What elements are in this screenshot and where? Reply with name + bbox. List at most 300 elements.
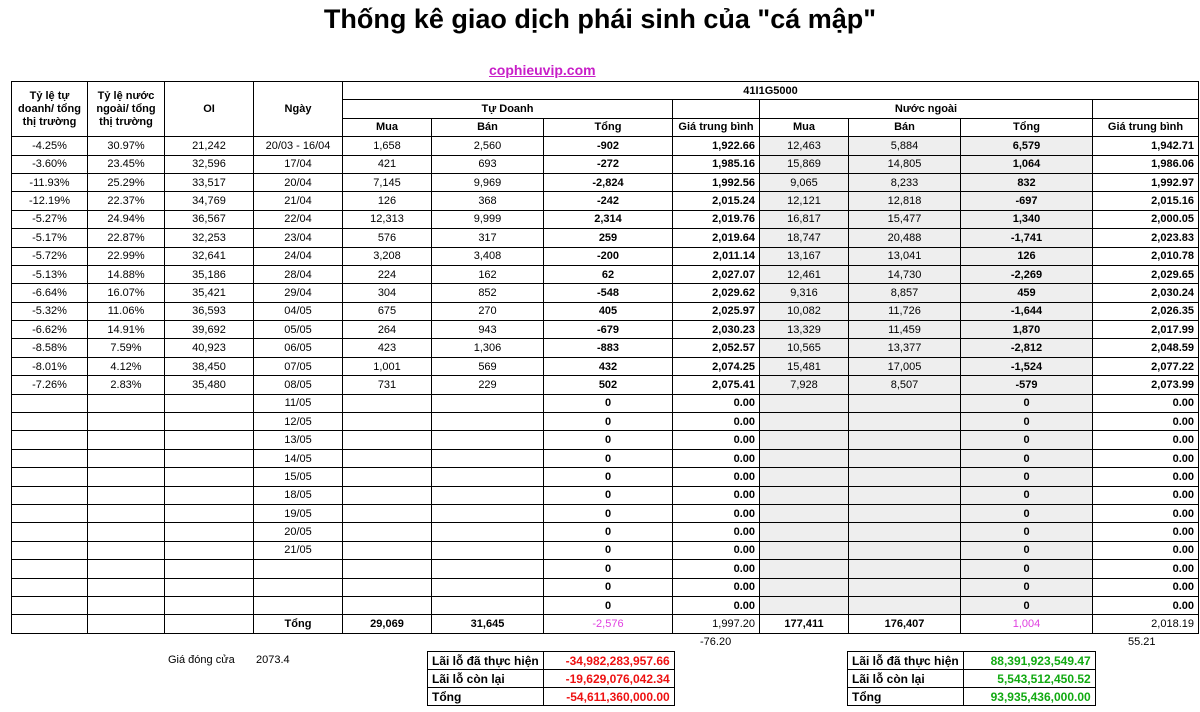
cell-td-mua — [343, 431, 432, 449]
cell-oi: 39,692 — [165, 321, 254, 339]
table-row — [12, 578, 1199, 596]
cell-oi: 32,253 — [165, 229, 254, 247]
cell-ty-le-tu-doanh: -5.27% — [12, 210, 88, 228]
cell-oi — [165, 560, 254, 578]
cell-td-mua — [343, 449, 432, 467]
cell-td-mua — [343, 504, 432, 522]
cell-nn-gia: 0.00 — [1093, 504, 1199, 522]
cell-td-gia: 1,922.66 — [673, 137, 760, 155]
cell-oi: 32,641 — [165, 247, 254, 265]
cell-ty-le-nuoc-ngoai: 22.87% — [88, 229, 165, 247]
cell-nn-gia: 2,073.99 — [1093, 376, 1199, 394]
cell-nn-tong: 459 — [961, 284, 1093, 302]
cell-td-gia: 2,030.23 — [673, 321, 760, 339]
cell-nn-ban — [849, 523, 961, 541]
cell-nn-mua: 13,167 — [760, 247, 849, 265]
cell-oi — [165, 468, 254, 486]
cell-oi — [165, 596, 254, 614]
total-nn-gia: 2,018.19 — [1093, 615, 1199, 633]
cell-ngay: 19/05 — [254, 504, 343, 522]
cell-ngay: 18/05 — [254, 486, 343, 504]
table-row — [12, 302, 1199, 320]
total-td-mua: 29,069 — [343, 615, 432, 633]
cell-ty-le-tu-doanh — [12, 596, 88, 614]
cell-nn-tong: 0 — [961, 449, 1093, 467]
header-td-mua: Mua — [343, 118, 432, 136]
pl-nn-realized-label: Lãi lỗ đã thực hiện — [848, 652, 964, 670]
cell-ty-le-tu-doanh — [12, 413, 88, 431]
table-row — [12, 541, 1199, 559]
cell-oi — [165, 578, 254, 596]
cell-td-ban: 9,969 — [432, 173, 544, 191]
cell-ty-le-tu-doanh — [12, 449, 88, 467]
cell-nn-mua — [760, 486, 849, 504]
cell-ngay: 05/05 — [254, 321, 343, 339]
cell-nn-ban: 15,477 — [849, 210, 961, 228]
cell-nn-tong: 126 — [961, 247, 1093, 265]
pl-td-realized-label: Lãi lỗ đã thực hiện — [428, 652, 544, 670]
cell-td-tong: 0 — [544, 449, 673, 467]
table-row — [12, 468, 1199, 486]
cell-oi — [165, 449, 254, 467]
cell-nn-tong: 0 — [961, 596, 1093, 614]
cell-nn-tong: 0 — [961, 523, 1093, 541]
cell-ty-le-nuoc-ngoai — [88, 468, 165, 486]
cell-ngay: 21/05 — [254, 541, 343, 559]
cell-nn-gia: 0.00 — [1093, 578, 1199, 596]
cell-nn-mua — [760, 578, 849, 596]
cell-nn-tong: 6,579 — [961, 137, 1093, 155]
cell-ty-le-nuoc-ngoai — [88, 504, 165, 522]
table-row — [12, 210, 1199, 228]
cell-nn-tong: 0 — [961, 560, 1093, 578]
cell-nn-tong: 0 — [961, 578, 1093, 596]
cell-td-mua: 1,001 — [343, 357, 432, 375]
cell-ty-le-nuoc-ngoai — [88, 541, 165, 559]
cell-ty-le-nuoc-ngoai — [88, 578, 165, 596]
cell-td-tong: 0 — [544, 431, 673, 449]
cell-nn-ban: 11,459 — [849, 321, 961, 339]
cell-ty-le-tu-doanh: -4.25% — [12, 137, 88, 155]
cell-td-ban — [432, 541, 544, 559]
header-td-tong: Tổng — [544, 118, 673, 136]
close-price-value: 2073.4 — [256, 654, 290, 666]
cell-td-gia: 2,074.25 — [673, 357, 760, 375]
pl-nn-realized-value: 88,391,923,549.47 — [963, 652, 1095, 670]
cell-nn-mua — [760, 394, 849, 412]
cell-ty-le-tu-doanh: -6.64% — [12, 284, 88, 302]
cell-td-gia: 0.00 — [673, 523, 760, 541]
cell-nn-tong: 0 — [961, 541, 1093, 559]
header-td-gia: Giá trung bình — [673, 118, 760, 136]
cell-nn-mua — [760, 596, 849, 614]
pl-td-realized-value: -34,982,283,957.66 — [543, 652, 674, 670]
cell-td-mua — [343, 541, 432, 559]
cell-ty-le-tu-doanh: -11.93% — [12, 173, 88, 191]
cell-nn-ban: 20,488 — [849, 229, 961, 247]
cell-nn-tong: -2,269 — [961, 265, 1093, 283]
cell-td-tong: 0 — [544, 394, 673, 412]
cell-ty-le-nuoc-ngoai: 22.99% — [88, 247, 165, 265]
td-diff-value: -76.20 — [700, 636, 732, 648]
cell-td-ban — [432, 486, 544, 504]
cell-nn-gia: 1,942.71 — [1093, 137, 1199, 155]
cell-ty-le-tu-doanh: -5.72% — [12, 247, 88, 265]
pl-nn-total-value: 93,935,436,000.00 — [963, 688, 1095, 706]
cell-nn-mua — [760, 541, 849, 559]
cell-td-tong: 259 — [544, 229, 673, 247]
cell-ngay — [254, 560, 343, 578]
cell-nn-ban: 13,041 — [849, 247, 961, 265]
cell-ty-le-nuoc-ngoai — [88, 486, 165, 504]
cell-ty-le-nuoc-ngoai: 16.07% — [88, 284, 165, 302]
cell-td-mua: 304 — [343, 284, 432, 302]
site-link[interactable]: cophieuvip.com — [489, 62, 596, 78]
cell-ngay: 15/05 — [254, 468, 343, 486]
cell-ty-le-tu-doanh: -8.58% — [12, 339, 88, 357]
cell-ngay: 06/05 — [254, 339, 343, 357]
cell-td-mua: 576 — [343, 229, 432, 247]
table-row — [12, 504, 1199, 522]
cell-ngay — [254, 596, 343, 614]
cell-td-gia: 0.00 — [673, 541, 760, 559]
cell-nn-gia: 2,023.83 — [1093, 229, 1199, 247]
cell-td-gia: 0.00 — [673, 578, 760, 596]
cell-td-ban: 9,999 — [432, 210, 544, 228]
cell-td-tong: -902 — [544, 137, 673, 155]
pl-nuoc-ngoai-table — [847, 651, 1096, 706]
cell-nn-tong: 1,870 — [961, 321, 1093, 339]
table-row — [12, 357, 1199, 375]
cell-oi: 35,480 — [165, 376, 254, 394]
cell-nn-tong: 0 — [961, 413, 1093, 431]
cell-oi: 38,450 — [165, 357, 254, 375]
cell-td-gia: 0.00 — [673, 394, 760, 412]
cell-oi: 32,596 — [165, 155, 254, 173]
cell-oi: 40,923 — [165, 339, 254, 357]
cell-nn-ban: 11,726 — [849, 302, 961, 320]
cell-td-gia: 2,011.14 — [673, 247, 760, 265]
cell-ngay: 12/05 — [254, 413, 343, 431]
cell-nn-tong: 0 — [961, 394, 1093, 412]
total-nn-mua: 177,411 — [760, 615, 849, 633]
table-row — [12, 137, 1199, 155]
cell-ngay: 11/05 — [254, 394, 343, 412]
cell-td-ban: 229 — [432, 376, 544, 394]
cell-td-mua: 264 — [343, 321, 432, 339]
cell-ngay: 21/04 — [254, 192, 343, 210]
table-row — [12, 247, 1199, 265]
cell-nn-mua: 13,329 — [760, 321, 849, 339]
cell-td-gia: 2,015.24 — [673, 192, 760, 210]
cell-nn-tong: 0 — [961, 468, 1093, 486]
nn-diff-value: 55.21 — [1128, 636, 1156, 648]
cell-nn-gia: 0.00 — [1093, 541, 1199, 559]
cell-nn-gia: 0.00 — [1093, 413, 1199, 431]
cell-nn-ban — [849, 413, 961, 431]
cell-td-tong: -548 — [544, 284, 673, 302]
cell-nn-ban: 12,818 — [849, 192, 961, 210]
cell-nn-mua — [760, 431, 849, 449]
cell-td-mua: 224 — [343, 265, 432, 283]
cell-ty-le-tu-doanh: -12.19% — [12, 192, 88, 210]
cell-td-ban — [432, 504, 544, 522]
cell-nn-gia: 1,986.06 — [1093, 155, 1199, 173]
cell-ty-le-nuoc-ngoai: 25.29% — [88, 173, 165, 191]
cell-nn-tong: 1,064 — [961, 155, 1093, 173]
cell-td-mua: 675 — [343, 302, 432, 320]
cell-nn-mua: 12,463 — [760, 137, 849, 155]
cell-td-ban — [432, 578, 544, 596]
cell-td-gia: 2,019.76 — [673, 210, 760, 228]
cell-td-tong: 0 — [544, 504, 673, 522]
cell-td-ban: 162 — [432, 265, 544, 283]
cell-td-gia: 0.00 — [673, 449, 760, 467]
cell-td-ban: 693 — [432, 155, 544, 173]
cell-oi: 36,567 — [165, 210, 254, 228]
header-ngay: Ngày — [254, 82, 343, 137]
cell-td-ban: 1,306 — [432, 339, 544, 357]
header-tu-doanh: Tự Doanh — [343, 100, 673, 118]
cell-nn-mua: 9,316 — [760, 284, 849, 302]
cell-ngay: 07/05 — [254, 357, 343, 375]
cell-ngay: 22/04 — [254, 210, 343, 228]
table-row — [12, 449, 1199, 467]
close-price-label: Giá đóng cửa — [168, 654, 235, 666]
cell-oi: 36,593 — [165, 302, 254, 320]
table-row — [12, 560, 1199, 578]
cell-td-mua: 423 — [343, 339, 432, 357]
cell-td-mua: 126 — [343, 192, 432, 210]
header-td-ban: Bán — [432, 118, 544, 136]
pl-td-total-label: Tổng — [428, 688, 544, 706]
cell-nn-mua: 12,121 — [760, 192, 849, 210]
table-row — [12, 229, 1199, 247]
cell-ngay: 14/05 — [254, 449, 343, 467]
cell-td-ban: 368 — [432, 192, 544, 210]
cell-td-ban — [432, 449, 544, 467]
cell-ty-le-tu-doanh — [12, 431, 88, 449]
cell-nn-tong: -1,741 — [961, 229, 1093, 247]
cell-nn-mua — [760, 560, 849, 578]
cell-nn-gia: 0.00 — [1093, 486, 1199, 504]
cell-nn-ban — [849, 468, 961, 486]
cell-nn-ban — [849, 596, 961, 614]
cell-td-tong: 2,314 — [544, 210, 673, 228]
table-row — [12, 284, 1199, 302]
derivatives-table — [11, 81, 1199, 634]
cell-nn-tong: -1,524 — [961, 357, 1093, 375]
cell-nn-tong: -579 — [961, 376, 1093, 394]
total-td-gia: 1,997.20 — [673, 615, 760, 633]
cell-ty-le-tu-doanh — [12, 486, 88, 504]
cell-td-gia: 2,075.41 — [673, 376, 760, 394]
cell-ty-le-tu-doanh: -7.26% — [12, 376, 88, 394]
cell-td-tong: 0 — [544, 560, 673, 578]
cell-td-mua — [343, 560, 432, 578]
table-row — [12, 192, 1199, 210]
cell-td-ban: 270 — [432, 302, 544, 320]
cell-ty-le-tu-doanh — [12, 394, 88, 412]
cell-td-mua — [343, 596, 432, 614]
cell-oi — [165, 523, 254, 541]
cell-oi — [165, 541, 254, 559]
cell-td-gia: 0.00 — [673, 596, 760, 614]
cell-oi: 35,421 — [165, 284, 254, 302]
cell-nn-tong: -2,812 — [961, 339, 1093, 357]
cell-td-tong: -242 — [544, 192, 673, 210]
cell-ty-le-nuoc-ngoai: 14.88% — [88, 265, 165, 283]
pl-td-total-value: -54,611,360,000.00 — [543, 688, 674, 706]
cell-td-tong: 0 — [544, 541, 673, 559]
cell-td-mua: 12,313 — [343, 210, 432, 228]
cell-td-tong: -2,824 — [544, 173, 673, 191]
cell-td-gia: 2,019.64 — [673, 229, 760, 247]
header-ty-le-tu-doanh: Tỷ lệ tự doanh/ tổng thị trường — [12, 82, 88, 137]
cell-nn-ban — [849, 560, 961, 578]
cell-ngay: 24/04 — [254, 247, 343, 265]
cell-nn-mua: 12,461 — [760, 265, 849, 283]
cell-td-ban — [432, 523, 544, 541]
total-td-tong: -2,576 — [544, 615, 673, 633]
cell-td-gia: 2,052.57 — [673, 339, 760, 357]
cell-nn-ban: 8,233 — [849, 173, 961, 191]
cell-td-ban: 317 — [432, 229, 544, 247]
cell-nn-tong: 832 — [961, 173, 1093, 191]
table-row — [12, 321, 1199, 339]
cell-nn-mua — [760, 449, 849, 467]
cell-ty-le-tu-doanh — [12, 523, 88, 541]
cell-ty-le-tu-doanh: -5.13% — [12, 265, 88, 283]
cell-td-mua: 1,658 — [343, 137, 432, 155]
cell-td-tong: 62 — [544, 265, 673, 283]
cell-nn-gia: 2,010.78 — [1093, 247, 1199, 265]
cell-ty-le-nuoc-ngoai — [88, 523, 165, 541]
cell-ty-le-nuoc-ngoai: 30.97% — [88, 137, 165, 155]
cell-oi — [165, 431, 254, 449]
cell-ty-le-nuoc-ngoai: 14.91% — [88, 321, 165, 339]
cell-td-gia: 0.00 — [673, 413, 760, 431]
cell-nn-gia: 2,030.24 — [1093, 284, 1199, 302]
cell-ngay: 17/04 — [254, 155, 343, 173]
cell-nn-tong: 0 — [961, 431, 1093, 449]
cell-td-ban — [432, 413, 544, 431]
cell-td-ban — [432, 394, 544, 412]
cell-ngay: 28/04 — [254, 265, 343, 283]
cell-ty-le-nuoc-ngoai — [88, 431, 165, 449]
cell-td-ban: 943 — [432, 321, 544, 339]
cell-nn-ban: 17,005 — [849, 357, 961, 375]
cell-ty-le-nuoc-ngoai: 22.37% — [88, 192, 165, 210]
cell-td-tong: 502 — [544, 376, 673, 394]
cell-ngay: 20/04 — [254, 173, 343, 191]
cell-td-gia: 0.00 — [673, 431, 760, 449]
cell-ty-le-tu-doanh: -8.01% — [12, 357, 88, 375]
cell-td-gia: 1,992.56 — [673, 173, 760, 191]
cell-td-gia: 1,985.16 — [673, 155, 760, 173]
cell-nn-mua — [760, 413, 849, 431]
cell-ngay: 13/05 — [254, 431, 343, 449]
cell-td-tong: -883 — [544, 339, 673, 357]
cell-ngay: 20/05 — [254, 523, 343, 541]
cell-td-mua — [343, 486, 432, 504]
cell-ty-le-tu-doanh: -5.32% — [12, 302, 88, 320]
cell-ty-le-nuoc-ngoai — [88, 596, 165, 614]
cell-nn-tong: 1,340 — [961, 210, 1093, 228]
cell-nn-gia: 0.00 — [1093, 394, 1199, 412]
pl-td-remaining-value: -19,629,076,042.34 — [543, 670, 674, 688]
cell-oi — [165, 394, 254, 412]
cell-td-tong: 0 — [544, 486, 673, 504]
cell-td-ban — [432, 596, 544, 614]
cell-nn-mua: 9,065 — [760, 173, 849, 191]
cell-nn-gia: 0.00 — [1093, 449, 1199, 467]
header-nn-gia: Giá trung bình — [1093, 118, 1199, 136]
cell-nn-gia: 2,048.59 — [1093, 339, 1199, 357]
cell-td-ban — [432, 431, 544, 449]
cell-nn-gia: 0.00 — [1093, 431, 1199, 449]
cell-ngay: 20/03 - 16/04 — [254, 137, 343, 155]
cell-td-mua: 7,145 — [343, 173, 432, 191]
cell-nn-tong: -1,644 — [961, 302, 1093, 320]
cell-td-tong: 0 — [544, 578, 673, 596]
cell-td-tong: 432 — [544, 357, 673, 375]
cell-nn-ban — [849, 578, 961, 596]
cell-nn-ban: 8,507 — [849, 376, 961, 394]
table-row — [12, 431, 1199, 449]
cell-oi: 34,769 — [165, 192, 254, 210]
total-label: Tổng — [254, 615, 343, 633]
table-row — [12, 339, 1199, 357]
cell-ty-le-tu-doanh — [12, 504, 88, 522]
cell-nn-mua: 15,869 — [760, 155, 849, 173]
cell-ty-le-tu-doanh: -3.60% — [12, 155, 88, 173]
cell-oi — [165, 504, 254, 522]
cell-nn-ban: 13,377 — [849, 339, 961, 357]
table-row — [12, 413, 1199, 431]
cell-td-tong: 0 — [544, 413, 673, 431]
cell-td-mua — [343, 413, 432, 431]
header-nn-ban: Bán — [849, 118, 961, 136]
cell-nn-tong: -697 — [961, 192, 1093, 210]
cell-oi — [165, 413, 254, 431]
cell-nn-mua: 16,817 — [760, 210, 849, 228]
total-nn-ban: 176,407 — [849, 615, 961, 633]
cell-nn-ban: 14,805 — [849, 155, 961, 173]
table-row — [12, 155, 1199, 173]
header-contract: 41I1G5000 — [343, 82, 1199, 100]
cell-nn-ban: 14,730 — [849, 265, 961, 283]
cell-ty-le-tu-doanh — [12, 541, 88, 559]
header-nn-tong: Tổng — [961, 118, 1093, 136]
cell-nn-ban — [849, 449, 961, 467]
cell-nn-ban — [849, 504, 961, 522]
cell-td-tong: -272 — [544, 155, 673, 173]
cell-nn-mua — [760, 523, 849, 541]
table-row — [12, 265, 1199, 283]
cell-nn-ban — [849, 486, 961, 504]
cell-ty-le-tu-doanh — [12, 468, 88, 486]
cell-td-ban: 2,560 — [432, 137, 544, 155]
cell-td-mua: 731 — [343, 376, 432, 394]
cell-ty-le-nuoc-ngoai — [88, 413, 165, 431]
cell-nn-gia: 0.00 — [1093, 560, 1199, 578]
cell-nn-mua: 15,481 — [760, 357, 849, 375]
cell-oi — [165, 486, 254, 504]
cell-td-ban: 3,408 — [432, 247, 544, 265]
cell-td-ban — [432, 560, 544, 578]
cell-nn-ban — [849, 431, 961, 449]
